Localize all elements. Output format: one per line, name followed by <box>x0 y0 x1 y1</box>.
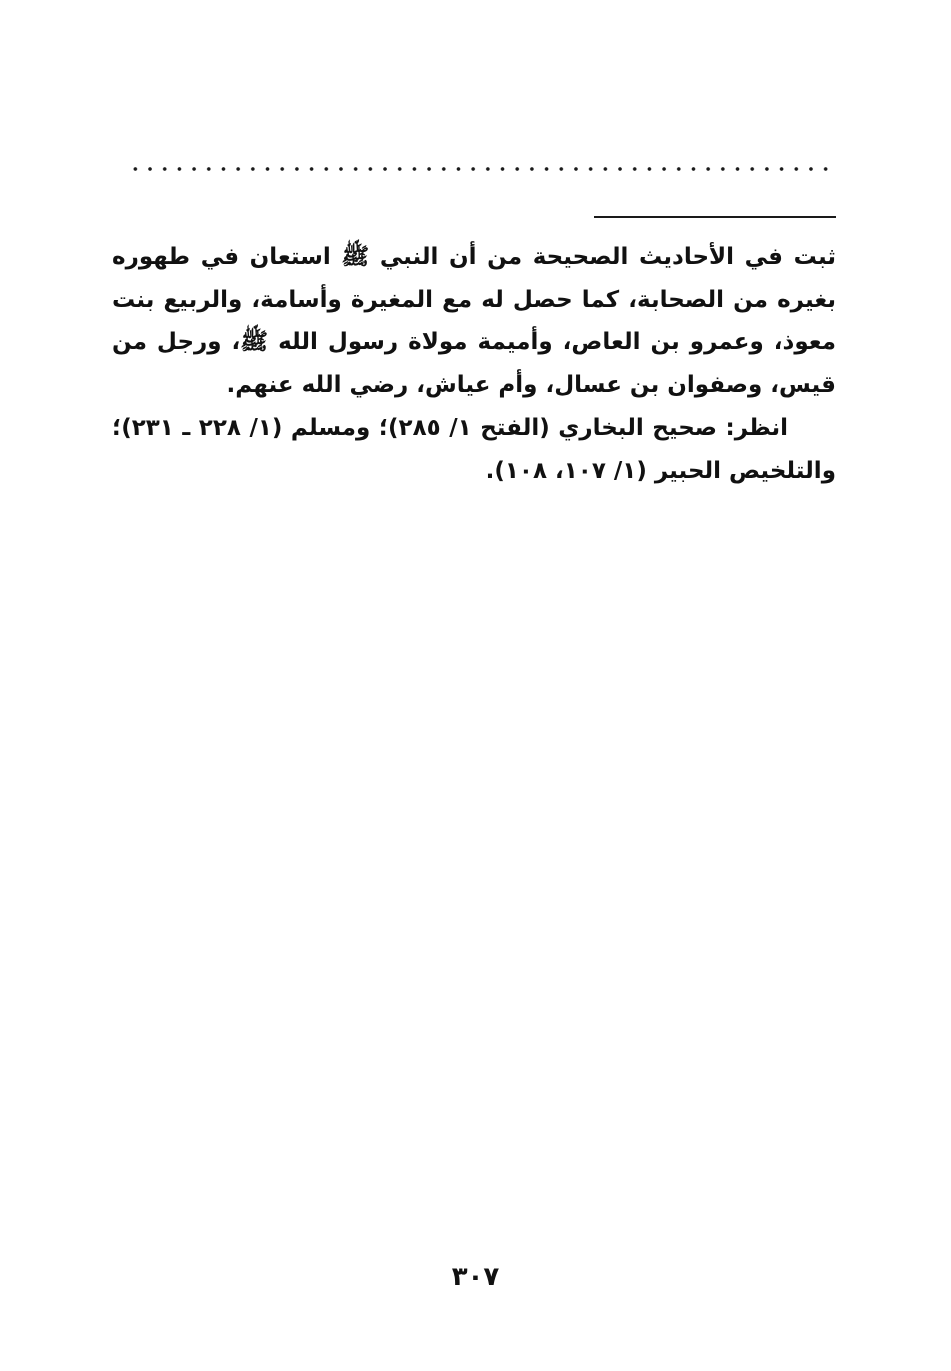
footnote-block <box>112 236 836 492</box>
footnote-body-text: ثبت في الأحاديث الصحيحة من أن النبي ﷺ استعان في طهوره بغيره من الصحابة، كما حصل له مع المغيرة وأسامة، والربيع بنت معوذ، وعمرو بن العاص، وأميمة مولاة رسول الله ﷺ، ورجل من قيس، وصفوان بن عسال، وأم عياش، رضي الله عنهم. <box>112 244 836 398</box>
page-number: ٣٠٧ <box>451 1262 500 1292</box>
footnote-separator-line <box>594 216 836 218</box>
footnote-reference-text: انظر: صحيح البخاري (الفتح ١/ ٢٨٥)؛ ومسلم (١/ ٢٢٨ ـ ٢٣١)؛ والتلخيص الحبير (١/ ١٠٧، ١٠٨). <box>112 415 836 484</box>
dotted-separator <box>128 164 834 174</box>
